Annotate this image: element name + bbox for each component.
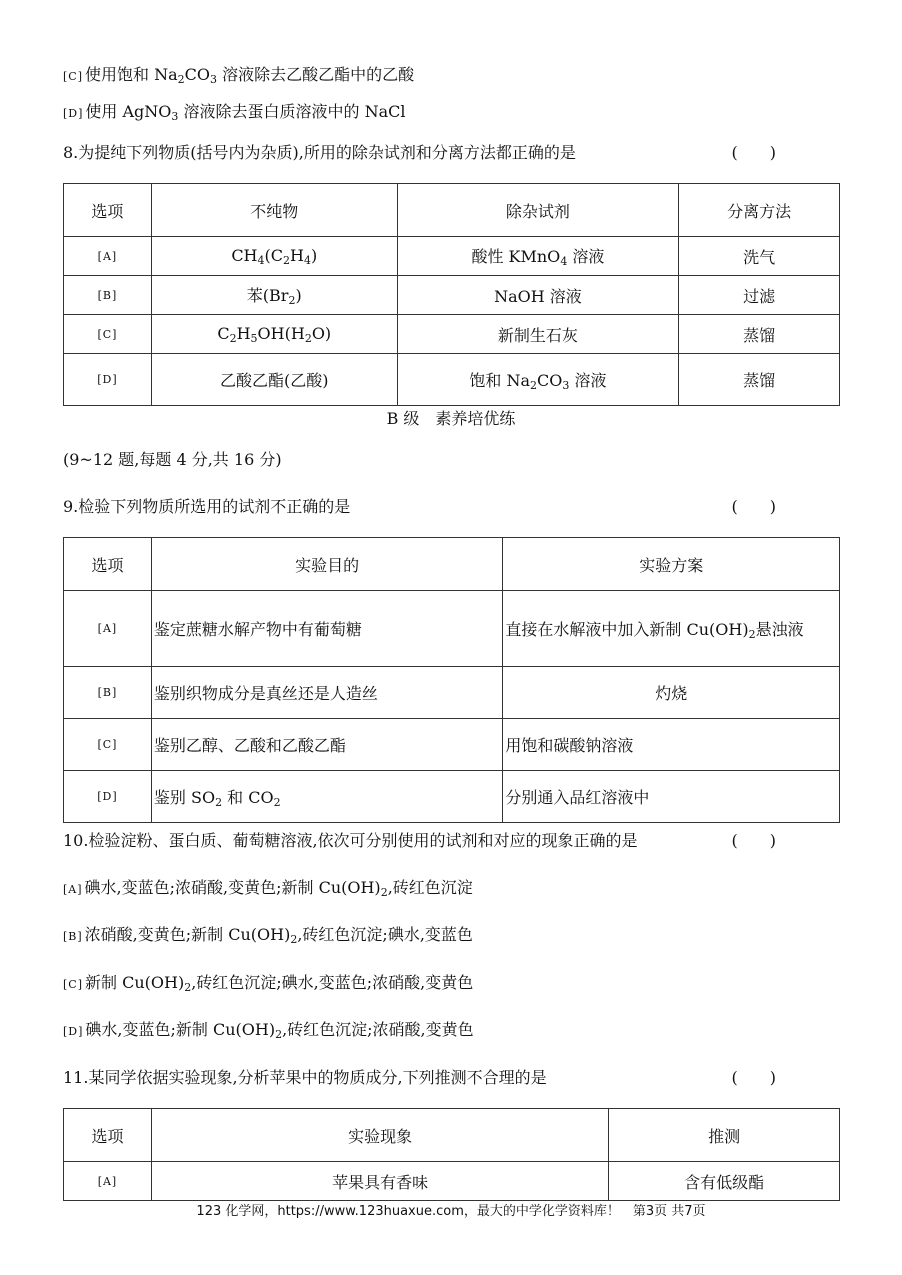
q8-table (63, 183, 840, 406)
section-note: (9~12 题,每题 4 分,共 16 分) (63, 450, 282, 469)
q10-option-a: [A] 碘水,变蓝色;浓硝酸,变黄色;新制 $Cu(OH)_2$,砖红色沉淀 (63, 878, 473, 899)
table-header-row: 选项 实验现象 推测 (64, 1109, 840, 1162)
q8-stem: 8.为提纯下列物质(括号内为杂质),所用的除杂试剂和分离方法都正确的是 ( ) (63, 143, 776, 162)
q7-option-c: [C] 使用饱和 $Na_2CO_3$ 溶液除去乙酸乙酯中的乙酸 (63, 65, 415, 86)
q10-option-c: [C] 新制 $Cu(OH)_2$,砖红色沉淀;碘水,变蓝色;浓硝酸,变黄色 (63, 973, 474, 994)
table-row: [A] 鉴定蔗糖水解产物中有葡萄糖 直接在水解液中加入新制 $Cu(OH)_2$悬浊液 (64, 591, 840, 667)
answer-paren: ( ) (731, 497, 776, 516)
table-row: [B] 鉴别织物成分是真丝还是人造丝 灼烧 (64, 667, 840, 719)
q9-table (63, 537, 840, 823)
table-row: [A] 苹果具有香味 含有低级酯 (64, 1162, 840, 1201)
table-row: [D] 鉴别 $SO_2$ 和 $CO_2$ 分别通入品红溶液中 (64, 771, 840, 823)
q7-option-d: [D] 使用 AgNO$_3$ 溶液除去蛋白质溶液中的 NaCl (63, 102, 406, 123)
q10-stem: 10.检验淀粉、蛋白质、葡萄糖溶液,依次可分别使用的试剂和对应的现象正确的是 ( ) (63, 831, 776, 850)
section-title: B 级 素养培优练 (386, 409, 516, 428)
q11-stem: 11.某同学依据实验现象,分析苹果中的物质成分,下列推测不合理的是 ( ) (63, 1068, 776, 1087)
answer-paren: ( ) (731, 1068, 776, 1087)
q9-stem: 9.检验下列物质所选用的试剂不正确的是 ( ) (63, 497, 776, 516)
table-row: [D] 乙酸乙酯(乙酸) 饱和 $Na_2CO_3$ 溶液 蒸馏 (64, 354, 840, 406)
q10-option-b: [B] 浓硝酸,变黄色;新制 $Cu(OH)_2$,砖红色沉淀;碘水,变蓝色 (63, 925, 473, 946)
answer-paren: ( ) (731, 831, 776, 850)
page-footer: 123 化学网，https://www.123huaxue.com，最大的中学化学资料库！ 第3页 共7页 (196, 1204, 706, 1219)
table-row: [A] $CH_4(C_2H_4)$ 酸性 KMnO$_4$ 溶液 洗气 (64, 237, 840, 276)
table-row: [B] 苯$(Br_2)$ NaOH 溶液 过滤 (64, 276, 840, 315)
q10-option-d: [D] 碘水,变蓝色;新制 $Cu(OH)_2$,砖红色沉淀;浓硝酸,变黄色 (63, 1020, 474, 1041)
table-header-row: 选项 实验目的 实验方案 (64, 538, 840, 591)
table-header-row: 选项 不纯物 除杂试剂 分离方法 (64, 184, 840, 237)
table-row: [C] $C_2H_5OH(H_2O)$ 新制生石灰 蒸馏 (64, 315, 840, 354)
answer-paren: ( ) (731, 143, 776, 162)
q11-table (63, 1108, 840, 1201)
table-row: [C] 鉴别乙醇、乙酸和乙酸乙酯 用饱和碳酸钠溶液 (64, 719, 840, 771)
